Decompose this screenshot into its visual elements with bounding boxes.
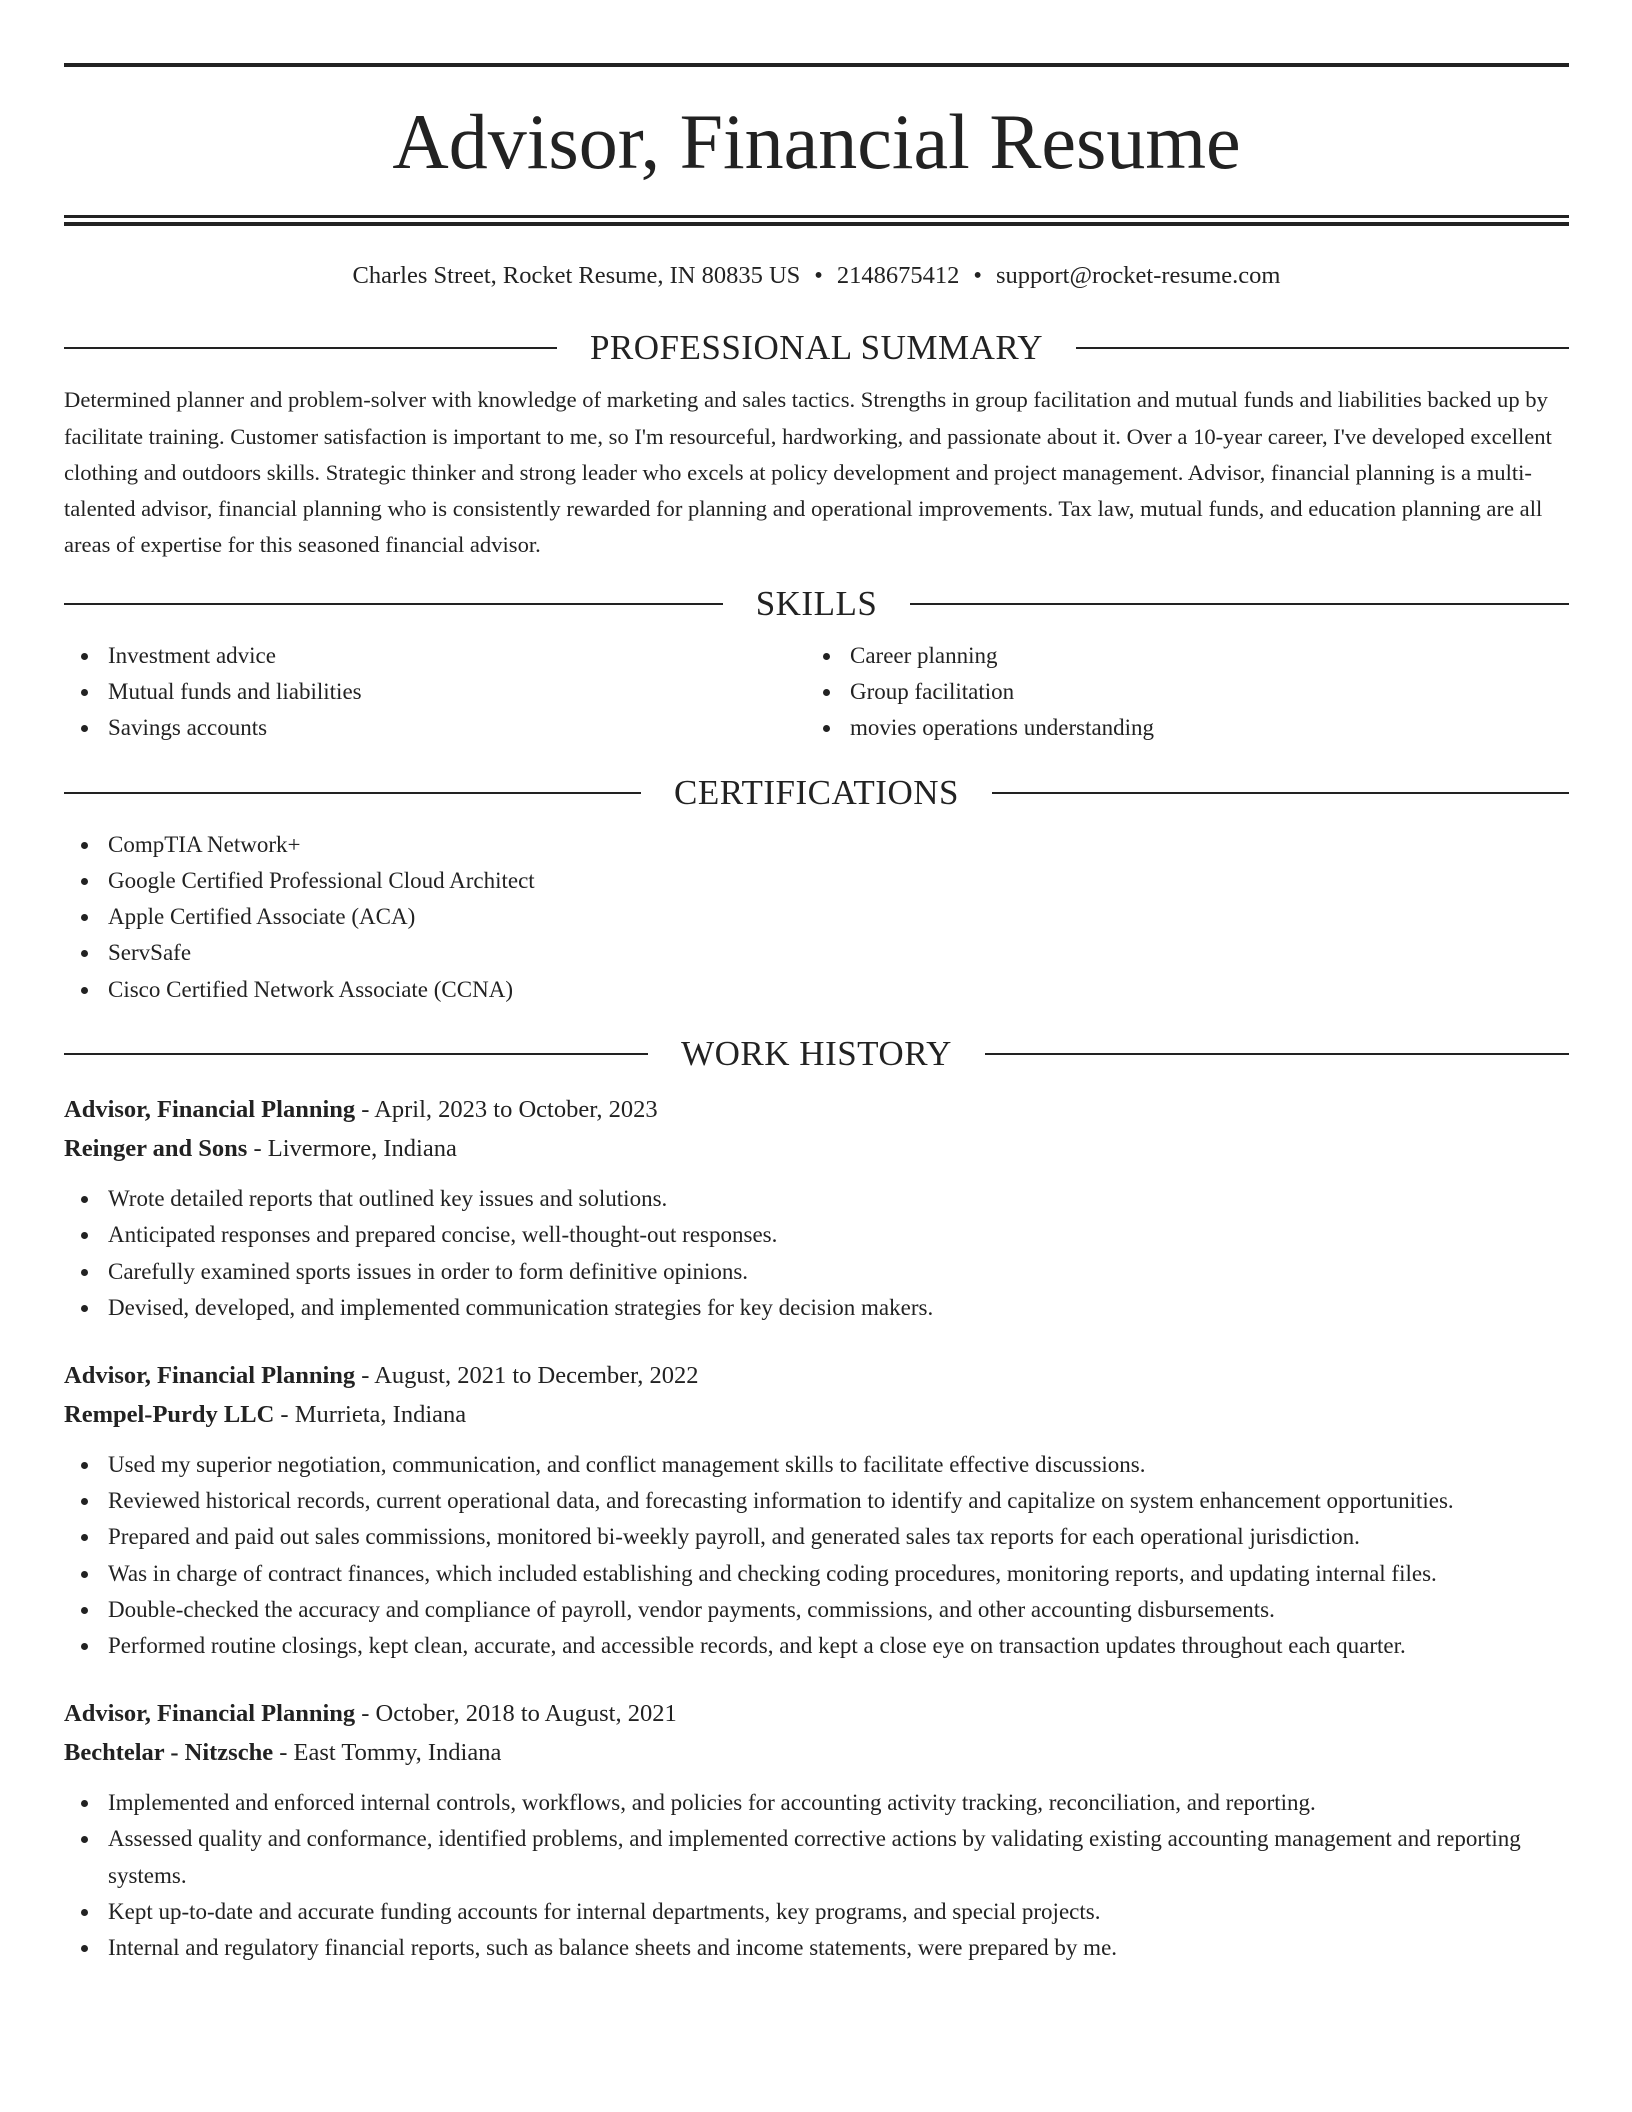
heading-rule-right (985, 1053, 1569, 1055)
job-title-line (64, 1694, 1569, 1733)
job-bullet: Wrote detailed reports that outlined key issues and solutions. (64, 1181, 1569, 1217)
heading-rule-right (910, 603, 1569, 605)
skill-item: Career planning (806, 638, 1569, 674)
skills-list (64, 638, 1569, 747)
summary-heading-label: PROFESSIONAL SUMMARY (589, 328, 1044, 367)
job-location: - East Tommy, Indiana (279, 1739, 502, 1767)
job-role: Advisor, Financial Planning (64, 1361, 356, 1389)
job-dates: - April, 2023 to October, 2023 (361, 1096, 658, 1124)
job-title-line (64, 1090, 1569, 1129)
title-double-rule (64, 215, 1569, 226)
job-bullet: Implemented and enforced internal controls, workflows, and policies for accounting activity tracking, reconciliation, and reporting. (64, 1785, 1569, 1821)
skill-item: movies operations understanding (806, 710, 1569, 746)
heading-rule-right (992, 792, 1569, 794)
contact-phone: 2148675412 (836, 262, 960, 289)
heading-rule-left (64, 347, 557, 349)
heading-rule-left (64, 792, 641, 794)
job-title-line (64, 1356, 1569, 1395)
work-history-heading (64, 1034, 1569, 1074)
job-bullet: Carefully examined sports issues in order to form definitive opinions. (64, 1254, 1569, 1290)
certification-item: Google Certified Professional Cloud Architect (64, 863, 1569, 899)
skills-column-right (806, 638, 1569, 747)
skill-item: Mutual funds and liabilities (64, 674, 806, 710)
job-company-line (64, 1395, 1569, 1434)
job-company: Reinger and Sons (64, 1135, 248, 1163)
job-bullet: Was in charge of contract finances, which included establishing and checking coding procedures, monitoring reports, and updating internal files. (64, 1556, 1569, 1592)
certification-item: Apple Certified Associate (ACA) (64, 899, 1569, 935)
work-history-heading-label: WORK HISTORY (681, 1033, 952, 1073)
certification-item: ServSafe (64, 935, 1569, 971)
job-entry (64, 1694, 1569, 1966)
heading-rule-left (64, 1053, 648, 1055)
page-title: Advisor, Financial Resume (392, 98, 1241, 185)
job-bullet: Internal and regulatory financial reports, such as balance sheets and income statements, were prepared by me. (64, 1930, 1569, 1966)
job-role: Advisor, Financial Planning (64, 1700, 356, 1728)
job-company: Bechtelar - Nitzsche (64, 1739, 274, 1767)
job-bullet: Reviewed historical records, current operational data, and forecasting information to identify and capitalize on system enhancement opportunities. (64, 1483, 1569, 1519)
skill-item: Group facilitation (806, 674, 1569, 710)
job-bullet: Prepared and paid out sales commissions, monitored bi-weekly payroll, and generated sales tax reports for each operational jurisdiction. (64, 1519, 1569, 1555)
heading-rule-left (64, 603, 723, 605)
job-role: Advisor, Financial Planning (64, 1096, 356, 1124)
job-bullet: Double-checked the accuracy and compliance of payroll, vendor payments, commissions, and other accounting disbursements. (64, 1592, 1569, 1628)
skills-column-left (64, 638, 806, 747)
job-company: Rempel-Purdy LLC (64, 1400, 275, 1428)
contact-email: support@rocket-resume.com (995, 262, 1281, 289)
job-bullet: Anticipated responses and prepared concise, well-thought-out responses. (64, 1217, 1569, 1253)
job-dates: - August, 2021 to December, 2022 (361, 1361, 699, 1389)
certifications-heading (64, 773, 1569, 813)
skills-heading (64, 584, 1569, 624)
job-company-line (64, 1733, 1569, 1772)
resume-page (64, 0, 1569, 1966)
contact-separator: • (973, 262, 982, 289)
skill-item: Savings accounts (64, 710, 806, 746)
job-dates: - October, 2018 to August, 2021 (361, 1700, 677, 1728)
heading-rule-right (1076, 347, 1569, 349)
job-bullet: Assessed quality and conformance, identified problems, and implemented corrective actions by validating existing accounting management and reporting systems. (64, 1821, 1569, 1893)
job-bullets (64, 1447, 1569, 1664)
job-bullet: Performed routine closings, kept clean, accurate, and accessible records, and kept a close eye on transaction updates throughout each quarter. (64, 1628, 1569, 1664)
job-company-line (64, 1129, 1569, 1168)
skill-item: Investment advice (64, 638, 806, 674)
job-entry (64, 1356, 1569, 1664)
job-location: - Murrieta, Indiana (280, 1400, 467, 1428)
top-rule (64, 63, 1569, 67)
contact-separator: • (814, 262, 823, 289)
certification-item: CompTIA Network+ (64, 827, 1569, 863)
summary-text: Determined planner and problem-solver with knowledge of marketing and sales tactics. Strengths in group facilitation and mutual funds and liabilities backed up by facilitate training. Customer satisfaction is important to me, so I'm resourceful, hardworking, and passionate about it. Over a 10-year career, I've developed excellent clothing and outdoors skills. Strategic thinker and strong leader who excels at policy development and project management. Advisor, financial planning is a multi-talented advisor, financial planning who is consistently rewarded for planning and operational improvements. Tax law, mutual funds, and education planning are all areas of expertise for this seasoned financial advisor. (64, 387, 1552, 558)
skills-heading-label: SKILLS (755, 583, 878, 623)
job-bullet: Kept up-to-date and accurate funding accounts for internal departments, key programs, and special projects. (64, 1894, 1569, 1930)
job-bullets (64, 1785, 1569, 1966)
job-bullet: Devised, developed, and implemented communication strategies for key decision makers. (64, 1290, 1569, 1326)
job-entry (64, 1090, 1569, 1326)
certification-item: Cisco Certified Network Associate (CCNA) (64, 972, 1569, 1008)
contact-line (64, 262, 1569, 290)
job-bullets (64, 1181, 1569, 1326)
certifications-heading-label: CERTIFICATIONS (674, 772, 959, 812)
contact-address: Charles Street, Rocket Resume, IN 80835 US (352, 262, 801, 289)
job-location: - Livermore, Indiana (253, 1135, 457, 1163)
job-bullet: Used my superior negotiation, communication, and conflict management skills to facilitate effective discussions. (64, 1447, 1569, 1483)
certifications-list (64, 827, 1569, 1008)
summary-heading (64, 328, 1569, 368)
